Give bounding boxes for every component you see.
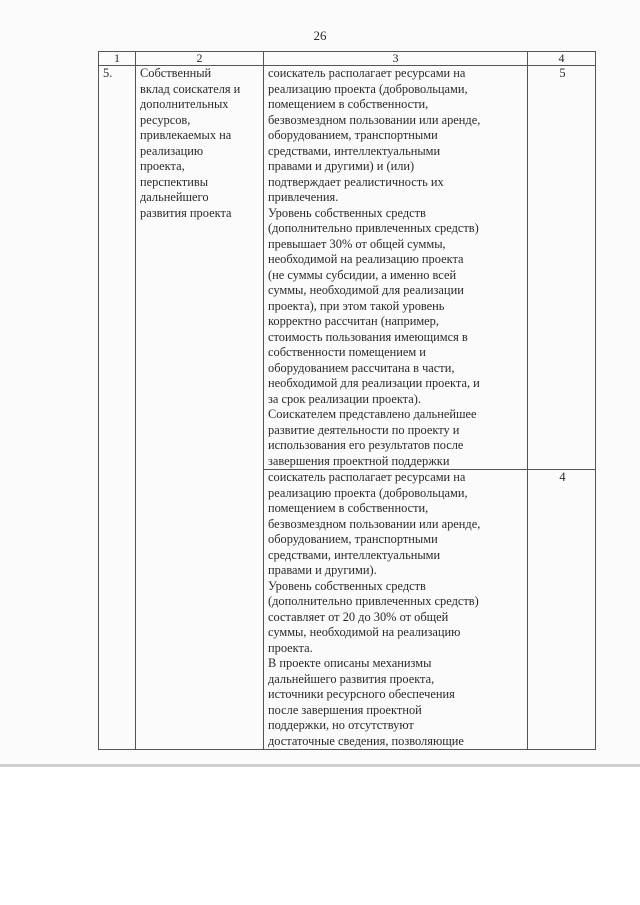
- criterion-line: перспективы: [140, 174, 209, 189]
- description-line: суммы, необходимой на реализацию: [268, 625, 461, 639]
- description-line: (дополнительно привлеченных средств): [268, 221, 479, 235]
- description-line: соискатель располагает ресурсами на: [268, 66, 466, 80]
- description-line: помещением в собственности,: [268, 501, 429, 515]
- description-line: проекта.: [268, 640, 313, 655]
- criterion-line: дополнительных: [140, 97, 229, 111]
- description-line: поддержки, но отсутствуют: [268, 718, 414, 732]
- description-line: использования его результатов после: [268, 438, 464, 452]
- criterion-cell: [136, 66, 264, 750]
- description-line: Уровень собственных средств: [268, 578, 426, 593]
- description-line: составляет от 20 до 30% от общей: [268, 609, 449, 624]
- level-description-5: [264, 66, 528, 470]
- criterion-line: развития проекта: [140, 205, 232, 220]
- header-cell-3: 3: [264, 52, 528, 66]
- criterion-line: ресурсов,: [140, 112, 191, 127]
- description-line: Уровень собственных средств: [268, 205, 426, 220]
- criterion-line: дальнейшего: [140, 190, 209, 204]
- description-line: реализацию проекта (добровольцами,: [268, 81, 468, 96]
- description-line: помещением в собственности,: [268, 97, 429, 111]
- description-line: привлечения.: [268, 190, 339, 204]
- criterion-line: Собственный: [140, 66, 212, 80]
- description-line: (не суммы субсидии, а именно всей: [268, 267, 457, 282]
- description-line: безвозмездном пользовании или аренде,: [268, 516, 481, 531]
- description-line: после завершения проектной: [268, 702, 422, 717]
- description-line: средствами, интеллектуальными: [268, 143, 441, 158]
- criterion-line: реализацию: [140, 143, 204, 158]
- score-4: 4: [528, 470, 596, 750]
- description-line: стоимость пользования имеющимся в: [268, 329, 468, 344]
- table-header-row: [99, 52, 596, 66]
- description-line: В проекте описаны механизмы: [268, 656, 432, 670]
- description-line: (дополнительно привлеченных средств): [268, 594, 479, 608]
- row-number: 5.: [99, 66, 136, 750]
- header-cell-1: 1: [99, 52, 136, 66]
- description-line: превышает 30% от общей суммы,: [268, 236, 446, 251]
- table-row: [99, 66, 596, 470]
- description-line: за срок реализации проекта).: [268, 391, 421, 406]
- description-line: необходимой на реализацию проекта: [268, 252, 464, 266]
- description-line: собственности помещением и: [268, 345, 426, 359]
- description-line: соискатель располагает ресурсами на: [268, 470, 466, 484]
- page-edge-divider: [0, 764, 640, 767]
- description-line: завершения проектной поддержки: [268, 453, 450, 468]
- description-line: развитие деятельности по проекту и: [268, 422, 460, 437]
- criterion-line: привлекаемых на: [140, 128, 232, 142]
- description-line: суммы, необходимой для реализации: [268, 283, 464, 297]
- description-line: необходимой для реализации проекта, и: [268, 376, 480, 390]
- description-line: правами и другими).: [268, 563, 377, 577]
- score-5: 5: [528, 66, 596, 470]
- page-number: 26: [313, 28, 327, 43]
- description-line: дальнейшего развития проекта,: [268, 671, 435, 686]
- description-line: достаточные сведения, позволяющие: [268, 733, 464, 748]
- level-description-4: [264, 470, 528, 750]
- description-line: реализацию проекта (добровольцами,: [268, 485, 468, 500]
- criterion-line: проекта,: [140, 159, 185, 173]
- description-line: подтверждает реалистичность их: [268, 174, 444, 189]
- description-line: правами и другими) и (или): [268, 159, 415, 173]
- description-line: безвозмездном пользовании или аренде,: [268, 112, 481, 127]
- description-line: оборудованием, транспортными: [268, 532, 438, 546]
- description-line: источники ресурсного обеспечения: [268, 687, 455, 701]
- criteria-table: [98, 51, 596, 750]
- description-line: оборудованием рассчитана в части,: [268, 360, 455, 375]
- criterion-line: вклад соискателя и: [140, 81, 241, 96]
- description-line: проекта), при этом такой уровень: [268, 298, 445, 313]
- header-cell-4: 4: [528, 52, 596, 66]
- description-line: средствами, интеллектуальными: [268, 547, 441, 562]
- description-line: оборудованием, транспортными: [268, 128, 438, 142]
- header-cell-2: 2: [136, 52, 264, 66]
- description-line: корректно рассчитан (например,: [268, 314, 439, 328]
- description-line: Соискателем представлено дальнейшее: [268, 407, 477, 421]
